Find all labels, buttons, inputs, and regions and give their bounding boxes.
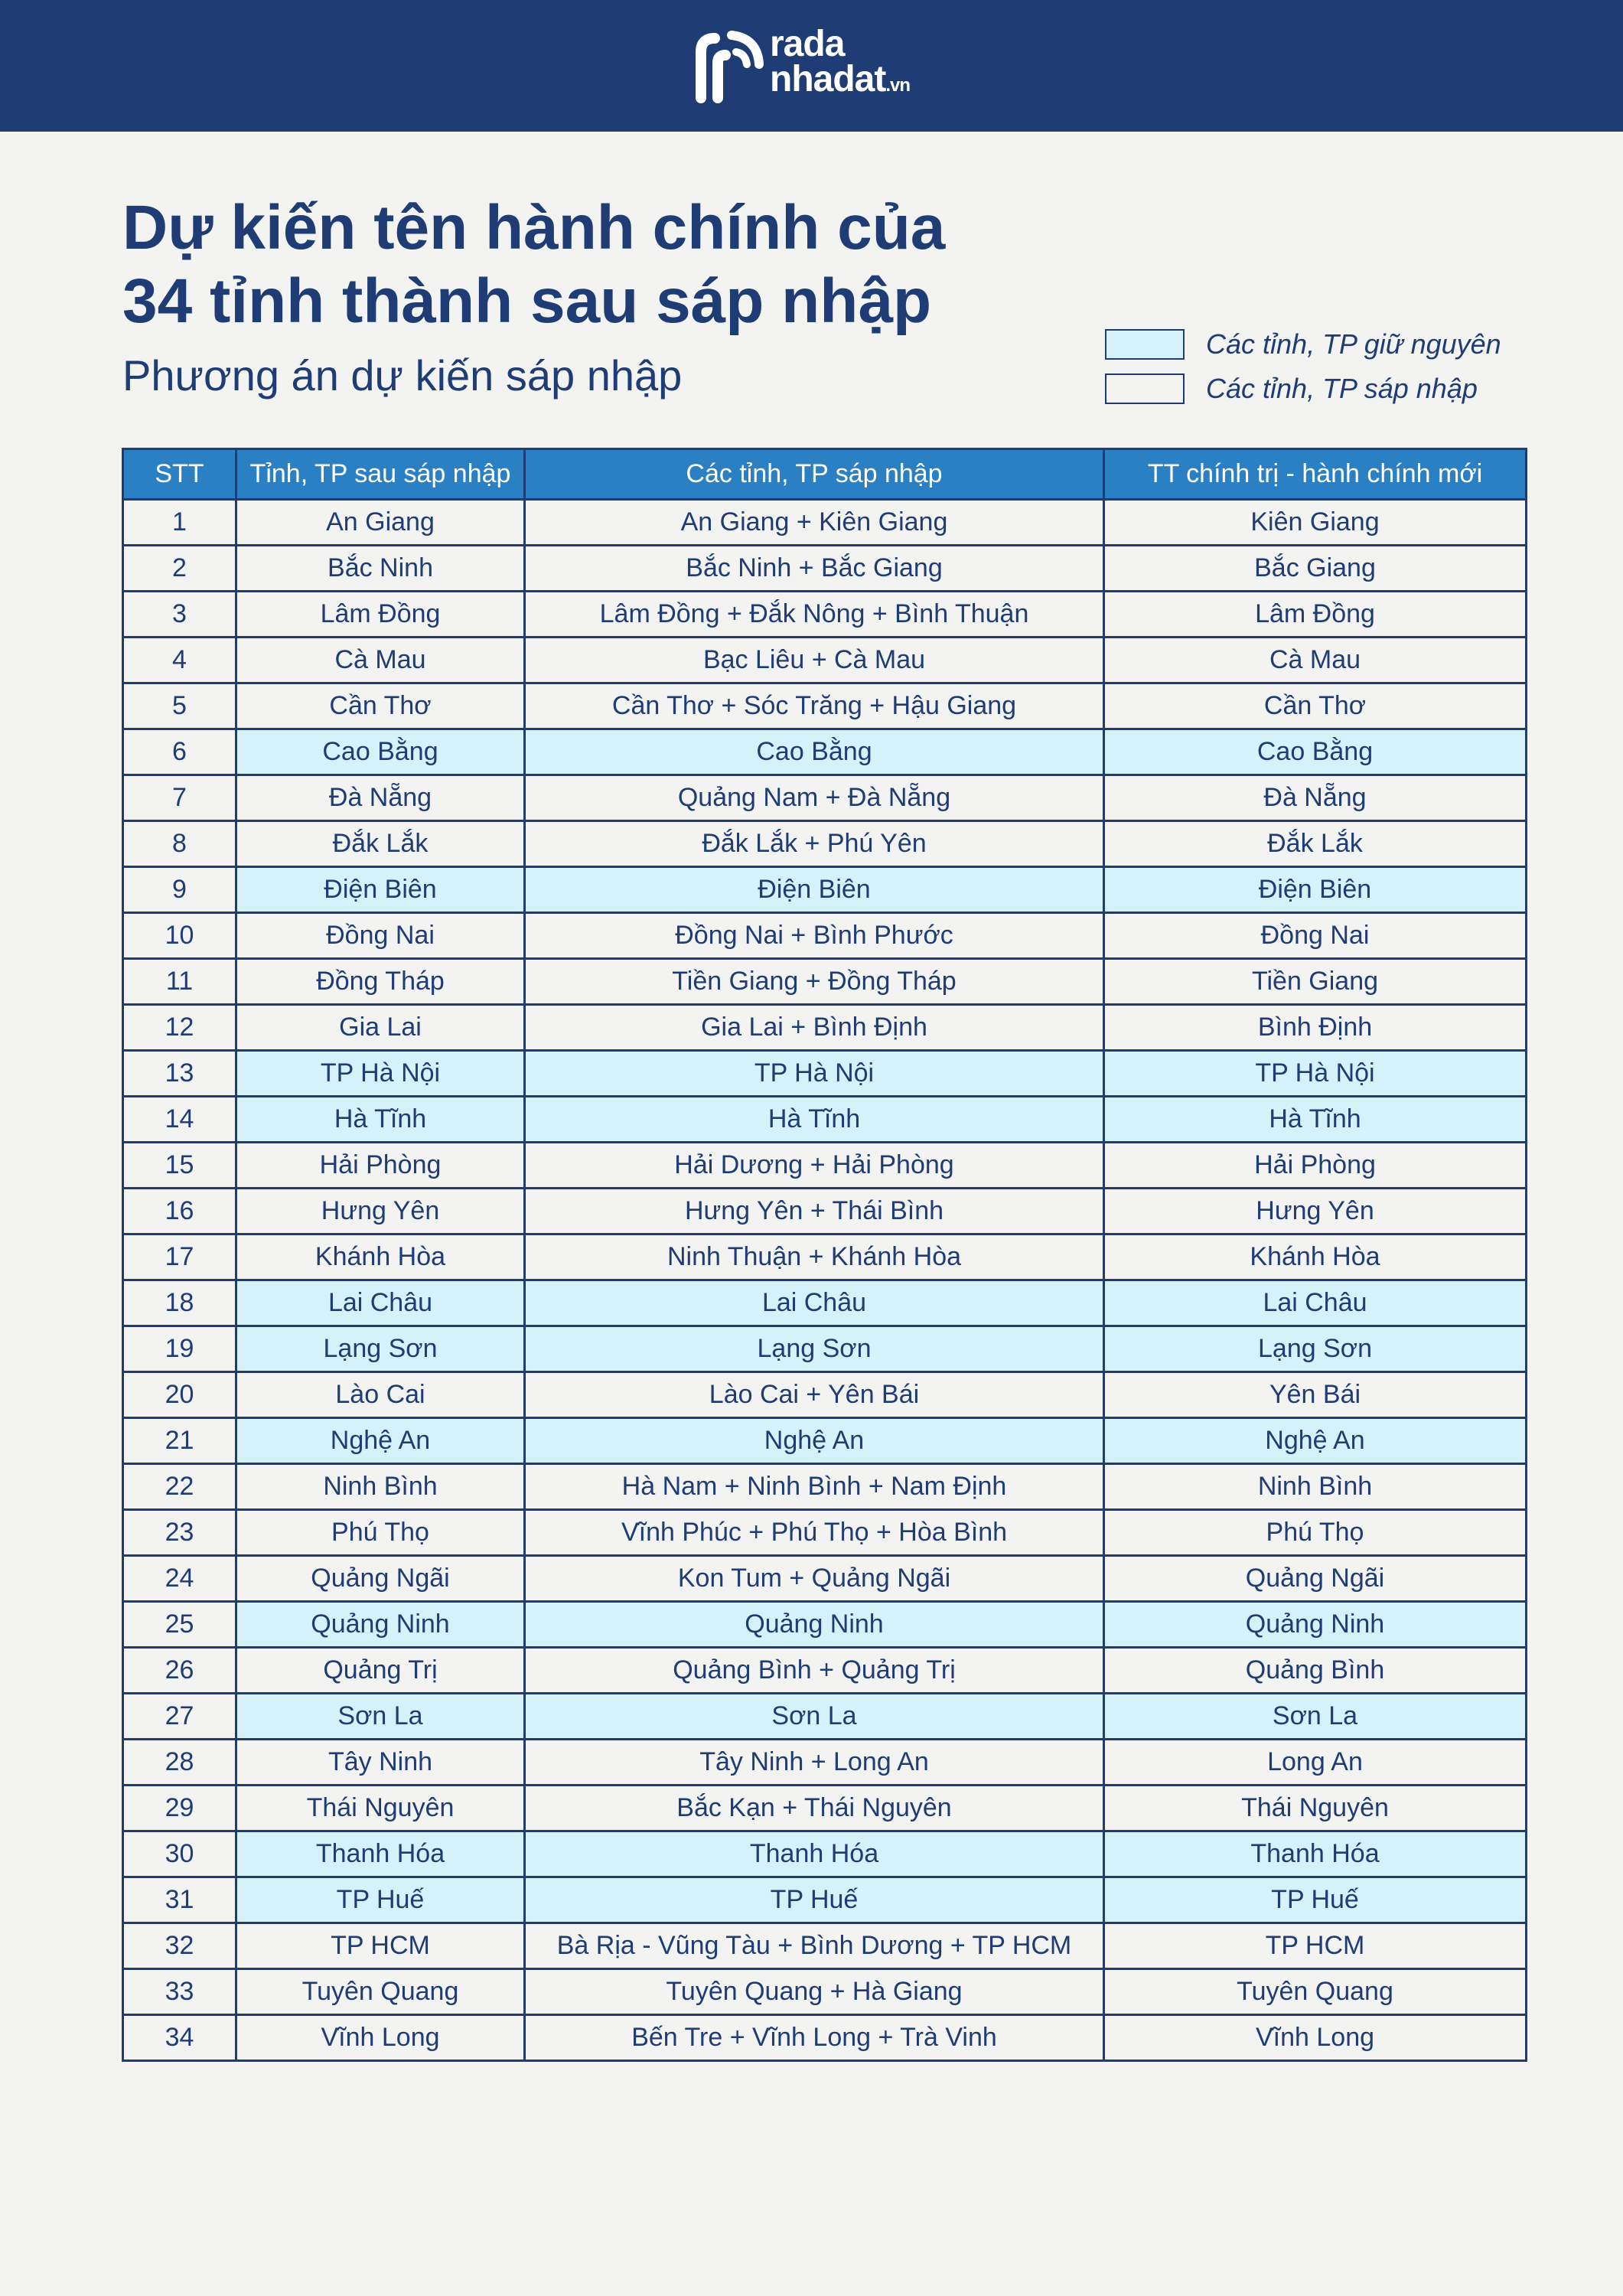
table-row: [123, 1510, 1527, 1556]
cell-after: Đắk Lắk: [236, 821, 525, 867]
cell-after: Cà Mau: [236, 638, 525, 683]
cell-merged: Bắc Ninh + Bắc Giang: [525, 546, 1104, 592]
table-row: [123, 500, 1527, 546]
legend-swatch-kept: [1105, 329, 1185, 360]
brand-name-main: nhadat: [770, 59, 886, 99]
table-row: [123, 683, 1527, 729]
cell-stt: 28: [123, 1740, 236, 1786]
cell-after: Tuyên Quang: [236, 1969, 525, 2015]
cell-merged: Hà Tĩnh: [525, 1097, 1104, 1143]
cell-center: Nghệ An: [1104, 1418, 1527, 1464]
cell-stt: 27: [123, 1694, 236, 1740]
cell-center: Lâm Đồng: [1104, 592, 1527, 638]
cell-after: Điện Biên: [236, 867, 525, 913]
cell-merged: Sơn La: [525, 1694, 1104, 1740]
cell-after: Lào Cai: [236, 1372, 525, 1418]
provinces-table: [122, 448, 1527, 2062]
cell-stt: 13: [123, 1051, 236, 1097]
cell-merged: Lào Cai + Yên Bái: [525, 1372, 1104, 1418]
cell-center: Đồng Nai: [1104, 913, 1527, 959]
cell-center: Khánh Hòa: [1104, 1234, 1527, 1280]
cell-after: Gia Lai: [236, 1005, 525, 1051]
table-row: [123, 913, 1527, 959]
cell-merged: Ninh Thuận + Khánh Hòa: [525, 1234, 1104, 1280]
cell-center: Thanh Hóa: [1104, 1831, 1527, 1877]
brand-name-line2: [770, 58, 910, 100]
table-row: [123, 1143, 1527, 1189]
legend: [1105, 323, 1595, 412]
cell-center: Cần Thơ: [1104, 683, 1527, 729]
table-row: [123, 546, 1527, 592]
legend-label-merged: Các tỉnh, TP sáp nhập: [1206, 373, 1478, 404]
cell-after: Đà Nẵng: [236, 775, 525, 821]
cell-after: Khánh Hòa: [236, 1234, 525, 1280]
cell-merged: Hưng Yên + Thái Bình: [525, 1189, 1104, 1234]
cell-center: Phú Thọ: [1104, 1510, 1527, 1556]
cell-merged: An Giang + Kiên Giang: [525, 500, 1104, 546]
page-title: [122, 191, 1041, 338]
cell-center: Quảng Ninh: [1104, 1602, 1527, 1648]
table-row: [123, 821, 1527, 867]
cell-center: Kiên Giang: [1104, 500, 1527, 546]
cell-merged: Bến Tre + Vĩnh Long + Trà Vinh: [525, 2015, 1104, 2061]
cell-stt: 14: [123, 1097, 236, 1143]
cell-after: Hưng Yên: [236, 1189, 525, 1234]
cell-merged: Lâm Đồng + Đắk Nông + Bình Thuận: [525, 592, 1104, 638]
brand-domain-suffix: .vn: [885, 75, 911, 96]
table-row: [123, 1005, 1527, 1051]
cell-after: Thanh Hóa: [236, 1831, 525, 1877]
title-line-2: 34 tỉnh thành sau sáp nhập: [122, 266, 932, 336]
table-row: [123, 1694, 1527, 1740]
cell-center: Cà Mau: [1104, 638, 1527, 683]
table-row: [123, 1372, 1527, 1418]
cell-center: Bình Định: [1104, 1005, 1527, 1051]
cell-after: Quảng Trị: [236, 1648, 525, 1694]
cell-stt: 15: [123, 1143, 236, 1189]
cell-center: Vĩnh Long: [1104, 2015, 1527, 2061]
cell-center: Hưng Yên: [1104, 1189, 1527, 1234]
table-row: [123, 1556, 1527, 1602]
cell-stt: 17: [123, 1234, 236, 1280]
cell-center: Sơn La: [1104, 1694, 1527, 1740]
legend-item-kept: [1105, 323, 1595, 366]
table-row: [123, 1602, 1527, 1648]
cell-center: Tiền Giang: [1104, 959, 1527, 1005]
table-header-row: [123, 449, 1527, 500]
cell-merged: Đồng Nai + Bình Phước: [525, 913, 1104, 959]
cell-after: TP HCM: [236, 1923, 525, 1969]
cell-merged: TP Huế: [525, 1877, 1104, 1923]
cell-after: Ninh Bình: [236, 1464, 525, 1510]
cell-after: Cần Thơ: [236, 683, 525, 729]
cell-after: Phú Thọ: [236, 1510, 525, 1556]
cell-stt: 19: [123, 1326, 236, 1372]
cell-center: TP Hà Nội: [1104, 1051, 1527, 1097]
cell-stt: 10: [123, 913, 236, 959]
cell-merged: Lai Châu: [525, 1280, 1104, 1326]
table-row: [123, 1051, 1527, 1097]
cell-after: Lạng Sơn: [236, 1326, 525, 1372]
table-row: [123, 1234, 1527, 1280]
cell-merged: Hà Nam + Ninh Bình + Nam Định: [525, 1464, 1104, 1510]
cell-center: TP HCM: [1104, 1923, 1527, 1969]
table-row: [123, 638, 1527, 683]
table-row: [123, 729, 1527, 775]
cell-merged: Quảng Ninh: [525, 1602, 1104, 1648]
table-row: [123, 959, 1527, 1005]
cell-stt: 33: [123, 1969, 236, 2015]
cell-merged: Tây Ninh + Long An: [525, 1740, 1104, 1786]
brand-logo[interactable]: [693, 23, 946, 107]
header-bar: [0, 0, 1623, 132]
cell-center: Đà Nẵng: [1104, 775, 1527, 821]
table-row: [123, 1280, 1527, 1326]
cell-after: Sơn La: [236, 1694, 525, 1740]
cell-merged: Quảng Nam + Đà Nẵng: [525, 775, 1104, 821]
cell-merged: TP Hà Nội: [525, 1051, 1104, 1097]
cell-stt: 3: [123, 592, 236, 638]
table-row: [123, 1923, 1527, 1969]
cell-merged: Bà Rịa - Vũng Tàu + Bình Dương + TP HCM: [525, 1923, 1104, 1969]
table-row: [123, 1418, 1527, 1464]
legend-item-merged: [1105, 367, 1595, 410]
table-body: [123, 500, 1527, 2061]
cell-stt: 7: [123, 775, 236, 821]
header-after: Tỉnh, TP sau sáp nhập: [236, 449, 525, 500]
cell-stt: 26: [123, 1648, 236, 1694]
cell-center: Quảng Bình: [1104, 1648, 1527, 1694]
brand-name-line1: rada: [770, 24, 845, 64]
cell-stt: 23: [123, 1510, 236, 1556]
cell-merged: Bắc Kạn + Thái Nguyên: [525, 1786, 1104, 1831]
cell-stt: 6: [123, 729, 236, 775]
cell-stt: 25: [123, 1602, 236, 1648]
cell-after: Hà Tĩnh: [236, 1097, 525, 1143]
table-row: [123, 592, 1527, 638]
cell-merged: Cần Thơ + Sóc Trăng + Hậu Giang: [525, 683, 1104, 729]
cell-center: Cao Bằng: [1104, 729, 1527, 775]
cell-stt: 1: [123, 500, 236, 546]
cell-after: Hải Phòng: [236, 1143, 525, 1189]
cell-stt: 29: [123, 1786, 236, 1831]
cell-stt: 21: [123, 1418, 236, 1464]
cell-center: Hà Tĩnh: [1104, 1097, 1527, 1143]
cell-merged: Vĩnh Phúc + Phú Thọ + Hòa Bình: [525, 1510, 1104, 1556]
cell-merged: Thanh Hóa: [525, 1831, 1104, 1877]
table-row: [123, 2015, 1527, 2061]
header-merged: Các tỉnh, TP sáp nhập: [525, 449, 1104, 500]
cell-merged: Gia Lai + Bình Định: [525, 1005, 1104, 1051]
cell-merged: Lạng Sơn: [525, 1326, 1104, 1372]
header-center: TT chính trị - hành chính mới: [1104, 449, 1527, 500]
table-row: [123, 1831, 1527, 1877]
cell-stt: 16: [123, 1189, 236, 1234]
cell-merged: Quảng Bình + Quảng Trị: [525, 1648, 1104, 1694]
cell-after: Bắc Ninh: [236, 546, 525, 592]
table-row: [123, 1648, 1527, 1694]
cell-center: Lạng Sơn: [1104, 1326, 1527, 1372]
title-line-1: Dự kiến tên hành chính của: [122, 193, 946, 263]
cell-after: TP Huế: [236, 1877, 525, 1923]
cell-center: Tuyên Quang: [1104, 1969, 1527, 2015]
cell-merged: Tiền Giang + Đồng Tháp: [525, 959, 1104, 1005]
cell-stt: 30: [123, 1831, 236, 1877]
cell-after: An Giang: [236, 500, 525, 546]
page-subtitle: Phương án dự kiến sáp nhập: [122, 351, 683, 400]
legend-label-kept: Các tỉnh, TP giữ nguyên: [1206, 328, 1501, 360]
cell-center: TP Huế: [1104, 1877, 1527, 1923]
cell-after: Lai Châu: [236, 1280, 525, 1326]
cell-after: Quảng Ninh: [236, 1602, 525, 1648]
cell-stt: 34: [123, 2015, 236, 2061]
legend-swatch-merged: [1105, 373, 1185, 404]
cell-after: Vĩnh Long: [236, 2015, 525, 2061]
cell-after: Lâm Đồng: [236, 592, 525, 638]
table-row: [123, 1189, 1527, 1234]
table-row: [123, 1464, 1527, 1510]
cell-stt: 9: [123, 867, 236, 913]
cell-after: Nghệ An: [236, 1418, 525, 1464]
cell-center: Lai Châu: [1104, 1280, 1527, 1326]
header-stt: STT: [123, 449, 236, 500]
cell-stt: 4: [123, 638, 236, 683]
cell-merged: Điện Biên: [525, 867, 1104, 913]
cell-center: Hải Phòng: [1104, 1143, 1527, 1189]
cell-stt: 32: [123, 1923, 236, 1969]
cell-stt: 5: [123, 683, 236, 729]
table-row: [123, 867, 1527, 913]
cell-after: Đồng Tháp: [236, 959, 525, 1005]
cell-stt: 22: [123, 1464, 236, 1510]
cell-center: Ninh Bình: [1104, 1464, 1527, 1510]
house-signal-logo-icon: [693, 29, 764, 106]
cell-merged: Bạc Liêu + Cà Mau: [525, 638, 1104, 683]
cell-stt: 11: [123, 959, 236, 1005]
cell-stt: 18: [123, 1280, 236, 1326]
cell-merged: Nghệ An: [525, 1418, 1104, 1464]
table-row: [123, 1740, 1527, 1786]
cell-merged: Đắk Lắk + Phú Yên: [525, 821, 1104, 867]
cell-center: Long An: [1104, 1740, 1527, 1786]
cell-merged: Tuyên Quang + Hà Giang: [525, 1969, 1104, 2015]
cell-merged: Hải Dương + Hải Phòng: [525, 1143, 1104, 1189]
cell-center: Thái Nguyên: [1104, 1786, 1527, 1831]
cell-center: Bắc Giang: [1104, 546, 1527, 592]
cell-center: Điện Biên: [1104, 867, 1527, 913]
cell-stt: 31: [123, 1877, 236, 1923]
cell-after: Quảng Ngãi: [236, 1556, 525, 1602]
table-row: [123, 1877, 1527, 1923]
cell-after: Cao Bằng: [236, 729, 525, 775]
cell-merged: Kon Tum + Quảng Ngãi: [525, 1556, 1104, 1602]
table-row: [123, 1097, 1527, 1143]
table-row: [123, 1786, 1527, 1831]
cell-center: Đắk Lắk: [1104, 821, 1527, 867]
cell-stt: 20: [123, 1372, 236, 1418]
cell-stt: 24: [123, 1556, 236, 1602]
table-row: [123, 1326, 1527, 1372]
cell-center: Quảng Ngãi: [1104, 1556, 1527, 1602]
cell-after: Đồng Nai: [236, 913, 525, 959]
table-row: [123, 1969, 1527, 2015]
cell-after: Tây Ninh: [236, 1740, 525, 1786]
cell-stt: 8: [123, 821, 236, 867]
table-row: [123, 775, 1527, 821]
cell-after: TP Hà Nội: [236, 1051, 525, 1097]
cell-stt: 2: [123, 546, 236, 592]
cell-stt: 12: [123, 1005, 236, 1051]
cell-merged: Cao Bằng: [525, 729, 1104, 775]
cell-after: Thái Nguyên: [236, 1786, 525, 1831]
cell-center: Yên Bái: [1104, 1372, 1527, 1418]
